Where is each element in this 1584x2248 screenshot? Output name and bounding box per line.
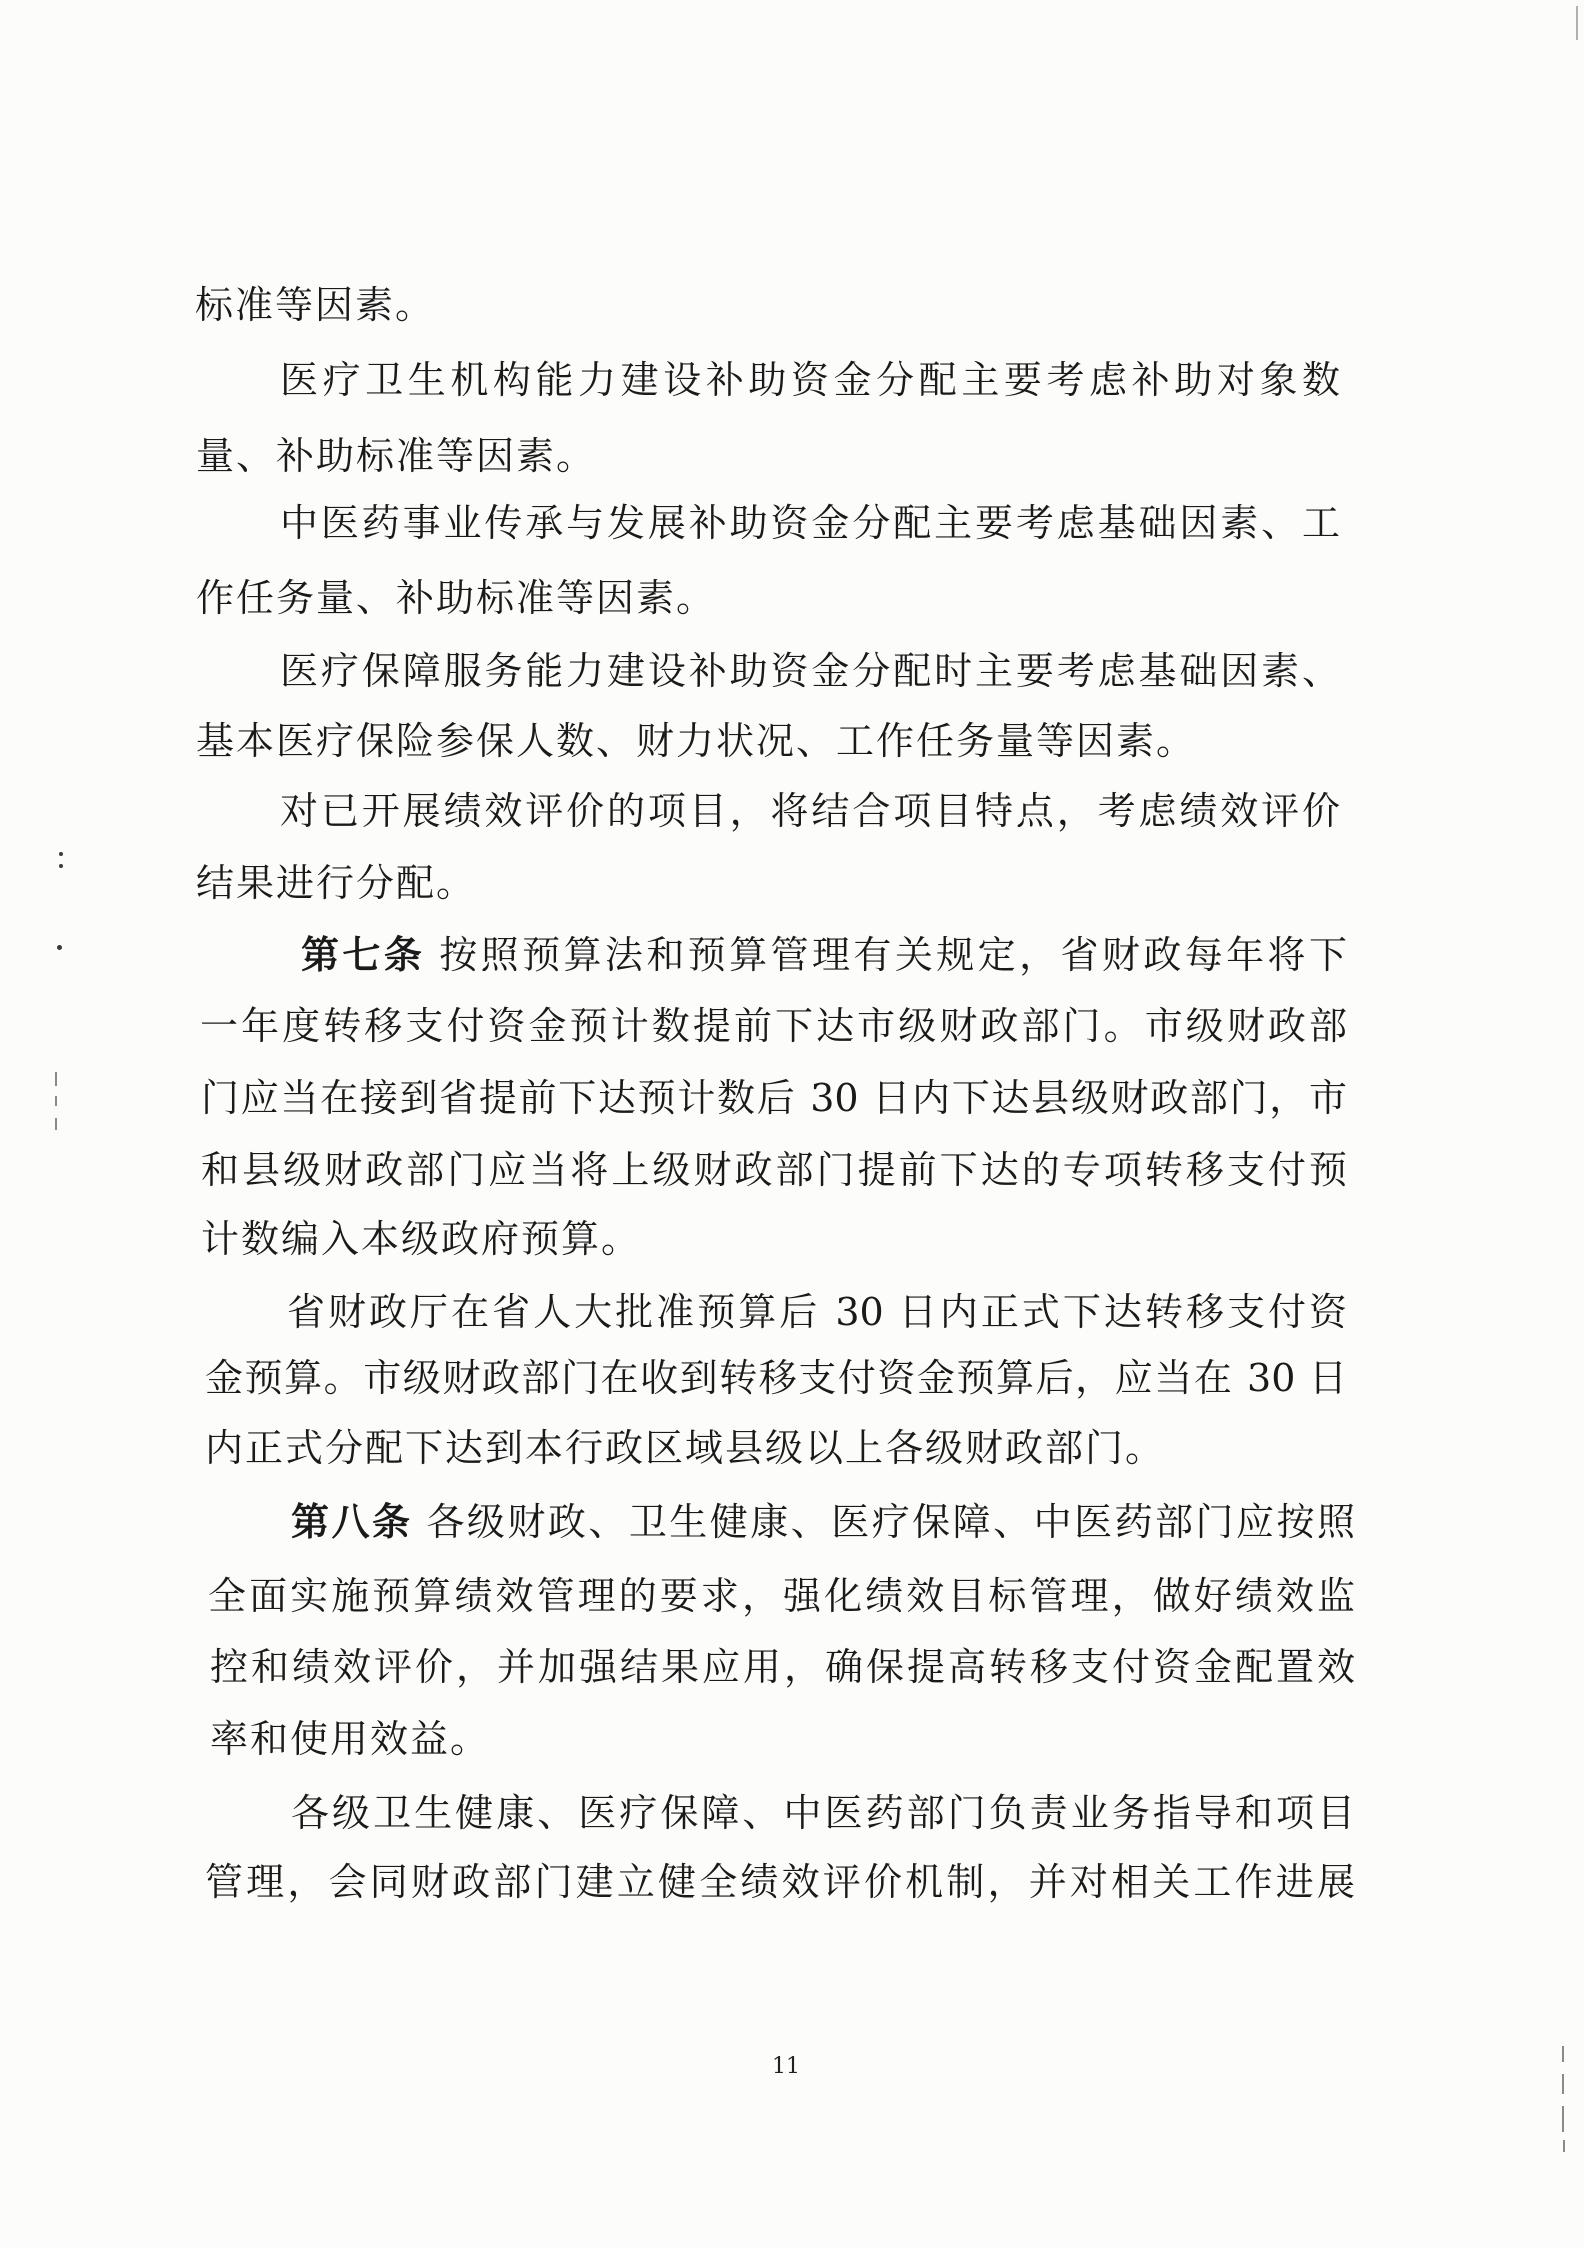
- article-8-first-line: [291, 1494, 1355, 1550]
- text-line: 金预算。市级财政部门在收到转移支付资金预算后，应当在 30 日: [205, 1356, 1347, 1400]
- text-line: 控和绩效评价，并加强结果应用，确保提高转移支付资金配置效: [210, 1645, 1355, 1689]
- text-line: 基本医疗保险参保人数、财力状况、工作任务量等因素。: [196, 719, 1197, 763]
- scan-mark: [55, 1096, 57, 1106]
- text-line: 各级卫生健康、医疗保障、中医药部门负责业务指导和项目: [291, 1791, 1355, 1835]
- scan-mark: [1562, 2106, 1564, 2132]
- article-7-first-line: [301, 927, 1347, 983]
- text-line: 管理，会同财政部门建立健全绩效评价机制，并对相关工作进展: [205, 1860, 1355, 1904]
- text-line: 结果进行分配。: [196, 861, 477, 905]
- scan-mark: [1576, 6, 1578, 40]
- text-line: 医疗保障服务能力建设补助资金分配时主要考虑基础因素、: [280, 649, 1340, 693]
- text-line: 医疗卫生机构能力建设补助资金分配主要考虑补助对象数: [280, 358, 1340, 402]
- scan-speck: [59, 852, 63, 856]
- text-line: 各级财政、卫生健康、医疗保障、中医药部门应按照: [426, 1500, 1355, 1544]
- text-line: 省财政厅在省人大批准预算后 30 日内正式下达转移支付资: [287, 1290, 1347, 1334]
- text-line: 率和使用效益。: [210, 1717, 491, 1761]
- text-line: 一年度转移支付资金预计数提前下达市级财政部门。市级财政部: [200, 1004, 1347, 1048]
- text-line: 全面实施预算绩效管理的要求，强化绩效目标管理，做好绩效监: [208, 1574, 1355, 1618]
- scan-mark: [1562, 2074, 1564, 2094]
- text-line: 门应当在接到省提前下达预计数后 30 日内下达县级财政部门，市: [201, 1076, 1347, 1120]
- scan-mark: [55, 1072, 57, 1086]
- text-line: 对已开展绩效评价的项目，将结合项目特点，考虑绩效评价: [280, 789, 1340, 833]
- text-line: 作任务量、补助标准等因素。: [196, 576, 717, 620]
- text-line: 计数编入本级政府预算。: [201, 1217, 642, 1261]
- text-line: 中医药事业传承与发展补助资金分配主要考虑基础因素、工: [280, 501, 1340, 545]
- text-line: 和县级财政部门应当将上级财政部门提前下达的专项转移支付预: [201, 1148, 1347, 1192]
- article-label: 第八条: [291, 1499, 413, 1544]
- scan-speck: [57, 945, 62, 950]
- scan-mark: [55, 1118, 57, 1130]
- page-number: 11: [772, 2054, 800, 2079]
- text-line: 按照预算法和预算管理有关规定，省财政每年将下: [439, 933, 1347, 977]
- text-line: 标准等因素。: [195, 283, 436, 327]
- text-line: 内正式分配下达到本行政区域县级以上各级财政部门。: [205, 1426, 1166, 1470]
- text-line: 量、补助标准等因素。: [196, 434, 597, 478]
- article-label: 第七条: [301, 932, 426, 977]
- scan-mark: [1563, 2140, 1565, 2152]
- scan-speck: [59, 864, 63, 868]
- scan-mark: [1562, 2046, 1564, 2062]
